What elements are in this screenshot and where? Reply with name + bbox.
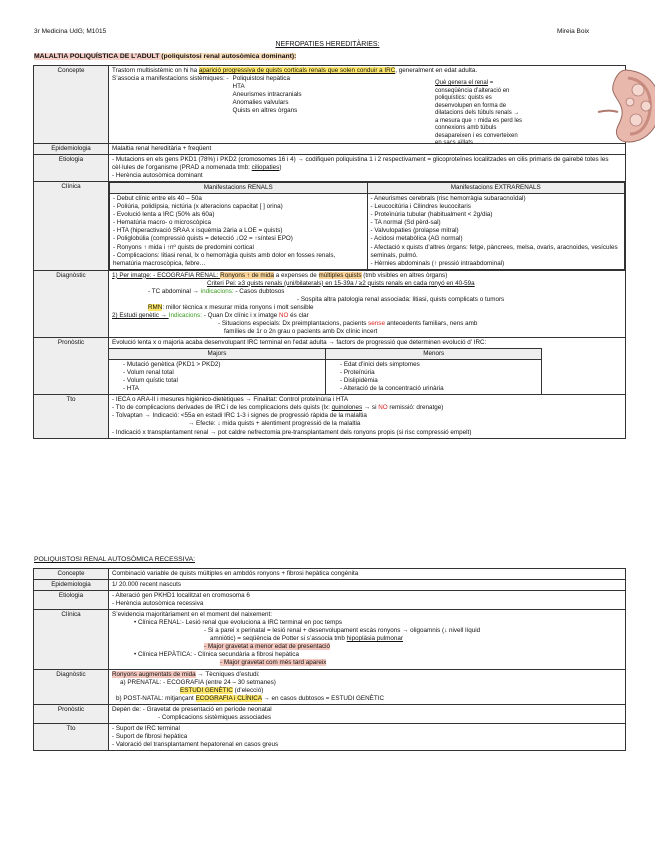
row-label-pronostic: Pronòstic [34, 704, 109, 723]
table-row [34, 723, 626, 750]
clinica-cell: S’evidencia majoritàriament en el moment del naixement: • Clínica RENAL:- Lesió renal que evoluciona a IRC terminal en poc temps - Si a parei x perinatal = lesió renal + desenvolupament escàs ronyons → oligoamnis (↓ nivell líquid amniòtic) = seqüència de Potter si s’associa tmb hipoplàsia pulmonar - Major gravetat a menor edat de presentació • Clínica HEPÀTICA: - Clínica secundària a fibrosi hepàtica - Major gravetat com més tard apareix [109, 610, 626, 669]
list-item: HTA [232, 83, 245, 91]
list-item: - Hematúria macro- o microscòpica [113, 219, 211, 227]
clinica-cell [109, 182, 626, 270]
kidney-illustration-icon [594, 68, 655, 144]
list-item: Aneurismes intracranials [232, 91, 302, 99]
table-row [34, 580, 626, 591]
epidemiologia-cell: Malaltia renal hereditària + freqüent [109, 144, 626, 155]
list-item: - Alteració de la concentració urinària [339, 385, 444, 393]
author-header: Mireia Boix [557, 28, 590, 35]
arpkd-section-title: POLIQUISTOSI RENAL AUTOSÒMICA RECESSIVA: [34, 556, 196, 563]
list-item: Anomalies valvulars [232, 99, 289, 107]
assoc-intro: S’associa a manifestacions sistèmiques: - [112, 75, 229, 83]
list-item: - Complicacions: litiasi renal, lx o hemorràgia quists amb dolor en fosses renals, hematúria macroscòpica, febre… [113, 251, 336, 267]
list-item: - Ronyons ↑ mida i ↑nº quists de predomini cortical [113, 243, 254, 251]
table-row [34, 66, 626, 144]
tto-cell: - Suport de IRC terminal - Suport de fibrosi hepàtica - Valoració del transplantament hepatorenal en casos greus [109, 723, 626, 750]
adpkd-table [33, 65, 626, 439]
concepte-cell: Combinació variable de quists múltiples en ambdós ronyons + fibrosi hepàtica congènita [109, 569, 626, 580]
pronostic-subtable [109, 348, 542, 394]
table-row [34, 270, 626, 337]
list-item: - HTA [123, 385, 139, 393]
document-title: NEFROPATIES HEREDITÀRIES: [275, 41, 380, 48]
tto-cell: - IECA o ARA-II i mesures higiènico-dietètiques → Finalitat: Control proteïnúria i HTA - Tto de complicacions derivades de IRC i de les complicacions dels quists (lx: quinolones → si NO remissió: drenatge) - Tolvaptan → Indicació: <55a en estadi IRC 1-3 i signes de progressió ràpida de la malaltia → Efecte: ↓ mida quists + alentiment progressió de la malaltia - Indicació x transplantament renal → pot caldre nefrectomia pre-transplantament dels ronyons propis (si risc compressió empelt) [109, 395, 626, 438]
list-item: Quists en altres òrgans [232, 107, 298, 115]
row-label-diagnostic: Diagnòstic [34, 669, 109, 704]
row-label-clinica: Clínica [34, 610, 109, 669]
list-item: - Poliglobúlia (compressió quists = detecció ↓O2 = ↑síntesi EPO) [113, 235, 293, 243]
menors-header: Menors [325, 349, 541, 360]
renal-list [110, 194, 368, 269]
row-label-etiologia: Etiologia [34, 591, 109, 610]
majors-list [109, 360, 325, 395]
concepte-cell: Trastorn multisistèmic on hi ha aparició progressiva de quists corticals renals que solen conduir a IRC, generalment en edat adulta. S’associa a manifestacions sistèmiques: - Poliquistosi hepàtica HTA Aneurismes intracranials Anomalies valvulars Quists en altres òrgans Què genera el renal = conseqüència d’alteració en poliquístics: quists es desenvolupen en forma de dilatacions dels túbuls renals → a mesura que ↑ mida es perd les connexions amb túbuls desapareixen i es converteixen en sacs aïllats [109, 66, 626, 144]
majors-header: Majors [109, 349, 325, 360]
table-row [34, 144, 626, 155]
list-item: Poliquistosi hepàtica [232, 75, 290, 83]
list-item: - Valvulopaties (prolapse mitral) [370, 227, 459, 235]
table-row [34, 182, 626, 270]
list-item: - Volum renal total [123, 369, 174, 377]
list-item: - Mutació genètica (PKD1 > PKD2) [123, 361, 221, 369]
row-label-concepte: Concepte [34, 569, 109, 580]
menors-list [325, 360, 541, 395]
clinica-subtable [109, 182, 625, 269]
row-label-tto: Tto [34, 395, 109, 438]
row-label-epidemiologia: Epidemiologia [34, 144, 109, 155]
list-item: - Afectació x quists d’altres òrgans: fetge, pàncrees, melsa, ovaris, aracnoides, vesícules seminals, pulmó. [370, 243, 618, 259]
arpkd-table [33, 568, 626, 751]
list-item: - Proteïnúria [339, 369, 375, 377]
table-row [34, 155, 626, 182]
row-label-pronostic: Pronòstic [34, 338, 109, 395]
table-row [34, 610, 626, 669]
pronostic-cell: Evolució lenta x o majoria acaba desenvolupant IRC terminal en l’edat adulta → factors de progressió que determinen evolució d’ IRC: Majors Menors - Mutació genètica (PKD1 > PKD2) - Volum renal total - Volum quístic total - HTA - Edat d’inici dels simptomes - Proteïnúria - Dislipidèmia - Alteració de la concentració urinària [109, 338, 626, 395]
row-label-epidemiologia: Epidemiologia [34, 580, 109, 591]
table-row [34, 704, 626, 723]
row-label-etiologia: Etiologia [34, 155, 109, 182]
diagnostic-cell: 1) Per imatge: - ECOGRAFIA RENAL: Ronyons ↑ de mida a expenses de múltiples quists (tmb visibles en altres òrgans) Criteri Pei: ≥3 quists renals (uni/bilaterals) en 15-39a / ≥2 quists renals en cada ronyó en 40-59a - TC abdominal → indicacions: - Casos dubtosos - Sospita altra patologia renal associada: litiasi, quists complicats o tumors RMN: millor tècnica x mesurar mida ronyons i molt sensible 2) Estudi genètic → Indicacions: - Quan Dx clínic i x imatge NO és clar - Situacions especials: Dx preimplantacions, pacients sense antecedents familiars, nens amb famílies de 1r o 2n grau o pacients amb Dx clínic incert [109, 270, 626, 337]
list-item: - Hèrnies abdominals (↑ pressió intraabdominal) [370, 259, 505, 267]
epidemiologia-cell: 1/ 20.000 recent nascuts [109, 580, 626, 591]
etiologia-cell: - Alteració gen PKHD1 localitzat en cromosoma 6 - Herència autosòmica recessiva [109, 591, 626, 610]
renal-header: Manifestacions RENALS [110, 183, 368, 194]
list-item: - Volum quístic total [123, 377, 178, 385]
list-item: - Leucocitúria i Cilindres leucocitaris [370, 203, 471, 211]
side-note: Què genera el renal = conseqüència d’alteració en poliquístics: quists es desenvolupen en forma de dilatacions dels túbuls renals → a mesura que ↑ mida es perd les connexions amb túbuls desapareixen i es converteixen en sacs aïllats [435, 80, 523, 146]
table-row [34, 338, 626, 395]
table-row [34, 395, 626, 438]
etiologia-cell: - Mutacions en els gens PKD1 (78%) i PKD2 (cromosomes 16 i 4) → codifiquen poliquistina 1 i 2 respectivament = glicoproteïnes localitzades en cilis primaris de gairebé totes les cèl·lules de l’organisme (PRAD a nomenada tmb: ciliopaties) - Herència autosòmica dominant [109, 155, 626, 182]
table-row [34, 569, 626, 580]
list-item: - Aneurismes cerebrals (risc hemorràgia subaracnoïdal) [370, 195, 526, 203]
list-item: - Debut clínic entre els 40 – 50a [113, 195, 202, 203]
row-label-clinica: Clínica [34, 182, 109, 270]
list-item: - HTA (hiperactivació SRAA x isquèmia 2ària a LOE = quists) [113, 227, 283, 235]
extrarenal-header: Manifestacions EXTRARENALS [367, 183, 625, 194]
diagnostic-cell: Ronyons augmentats de mida → Tècniques d’estudi: a) PRENATAL: - ECOGRAFIA (entre 24 – 30 setmanes) ESTUDI GENÈTIC (d’elecció) b) POST-NATAL: mitjançant ECOGRAFIA i CLÍNICA → en casos dubtosos = ESTUDI GENÈTIC [109, 669, 626, 704]
row-label-diagnostic: Diagnòstic [34, 270, 109, 337]
list-item: - Edat d’inici dels simptomes [339, 361, 420, 369]
list-item: - Dislipidèmia [339, 377, 378, 385]
row-label-tto: Tto [34, 723, 109, 750]
list-item: - Poliúria, polidípsia, nictúria (x alteracions capacitat [ ] orina) [113, 203, 283, 211]
concepte-highlight: aparició progressiva de quists corticals renals que solen conduir a IRC [198, 67, 396, 74]
adpkd-section-title: MALALTIA POLIQUÍSTICA DE L’ADULT (poliquistosi renal autosòmica dominant): [34, 53, 297, 60]
table-row [34, 669, 626, 704]
list-item: - Acidosi metabòlica (AG normal) [370, 235, 463, 243]
list-item: - TA normal (Sd pèrd-sal) [370, 219, 441, 227]
pronostic-cell: Depèn de: - Gravetat de presentació en període neonatal - Complicacions sistèmiques associades [109, 704, 626, 723]
course-header: 3r Medicina UdG; M1015 [34, 28, 107, 35]
row-label-concepte: Concepte [34, 66, 109, 144]
table-row [34, 591, 626, 610]
list-item: - Evolució lenta a IRC (50% als 60a) [113, 211, 215, 219]
list-item: - Proteïnúria tubular (habitualment < 2g/dia) [370, 211, 493, 219]
extrarenal-list [367, 194, 625, 269]
